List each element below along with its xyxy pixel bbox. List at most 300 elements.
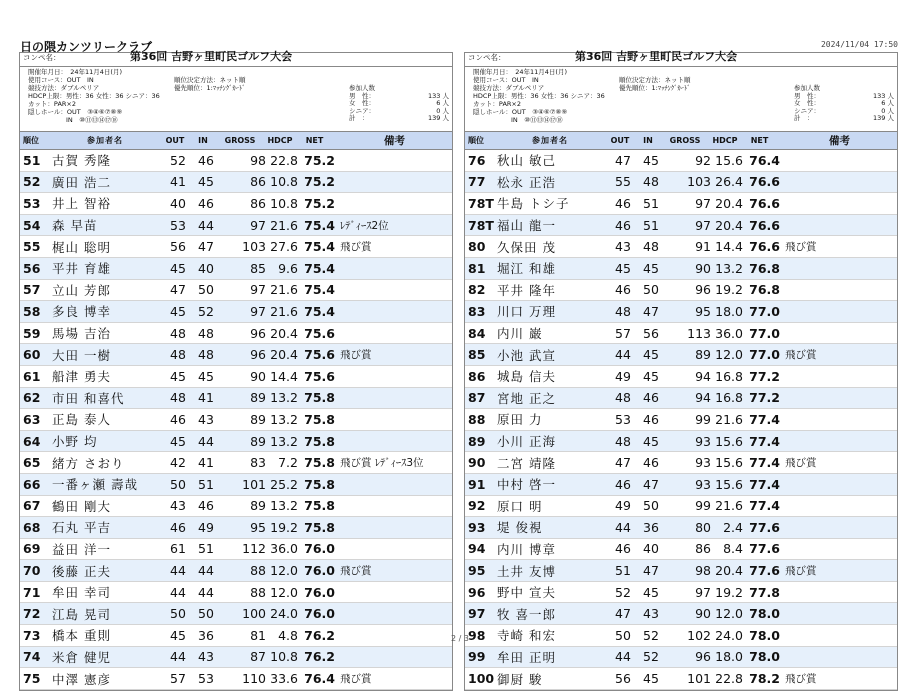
gross-cell: 86 — [695, 541, 711, 557]
player-name-cell: 小川 正海 — [497, 434, 556, 450]
in-score-cell: 36 — [198, 627, 214, 643]
player-name-cell: 一番ヶ瀬 壽哉 — [52, 477, 138, 493]
table-row — [465, 452, 897, 474]
hdcp-cell: 10.8 — [270, 649, 298, 665]
hidden-holes-in: IN ⑩⑪⑬⑭⑰⑱ — [511, 116, 563, 124]
out-score-cell: 47 — [170, 282, 186, 298]
count-label: シニア： — [349, 106, 375, 115]
player-name-cell: 廣田 浩二 — [52, 174, 111, 190]
table-row — [465, 431, 897, 453]
in-score-cell: 44 — [198, 563, 214, 579]
ranking-info — [174, 76, 246, 92]
out-score-cell: 52 — [170, 152, 186, 168]
count-value: 133 人 — [428, 91, 449, 100]
hdcp-cell: 13.2 — [715, 260, 743, 276]
in-score-cell: 49 — [198, 519, 214, 535]
rank-cell: 89 — [468, 433, 486, 449]
out-score-cell: 48 — [615, 390, 631, 406]
player-name-cell: 石丸 平吉 — [52, 520, 111, 536]
net-cell: 75.4 — [304, 239, 335, 255]
player-name-cell: 後藤 正夫 — [52, 563, 111, 579]
player-name-cell: 大田 一樹 — [52, 347, 111, 363]
in-score-cell: 47 — [643, 563, 659, 579]
player-name-cell: 江島 晃司 — [52, 606, 111, 622]
gross-cell: 86 — [250, 174, 266, 190]
hdcp-cell: 13.2 — [270, 498, 298, 514]
count-title: 参加人数 — [794, 84, 820, 92]
compe-label: コンペ名： — [23, 53, 61, 62]
net-cell: 77.8 — [749, 584, 780, 600]
out-score-cell: 51 — [615, 563, 631, 579]
out-score-cell: 40 — [170, 195, 186, 211]
rank-cell: 70 — [23, 563, 41, 579]
player-name-cell: 福山 龍一 — [497, 218, 556, 234]
hdcp-cell: 2.4 — [723, 519, 743, 535]
gross-cell: 96 — [695, 282, 711, 298]
rank-cell: 90 — [468, 455, 486, 471]
hdcp-cell: 33.6 — [270, 671, 298, 687]
note-cell: 飛び賞 — [785, 673, 817, 686]
out-score-cell: 46 — [170, 411, 186, 427]
hdcp-cell: 12.0 — [270, 584, 298, 600]
player-name-cell: 牛島 トシ子 — [497, 196, 570, 212]
net-cell: 77.0 — [749, 303, 780, 319]
rank-cell: 64 — [23, 433, 41, 449]
gross-cell: 89 — [250, 498, 266, 514]
hdcp-cell: 22.8 — [270, 152, 298, 168]
table-row — [465, 603, 897, 625]
gross-cell: 81 — [250, 627, 266, 643]
rank-cell: 76 — [468, 152, 486, 168]
player-name-cell: 中村 啓一 — [497, 477, 556, 493]
count-value: 6 人 — [436, 99, 449, 107]
count-value: 139 人 — [428, 114, 449, 122]
in-score-cell: 47 — [198, 239, 214, 255]
rank-cell: 77 — [468, 174, 486, 190]
table-row — [20, 452, 452, 474]
net-cell: 77.4 — [749, 498, 780, 514]
table-row — [465, 301, 897, 323]
rank-cell: 55 — [23, 239, 41, 255]
net-cell: 76.6 — [749, 174, 780, 190]
gross-cell: 89 — [250, 433, 266, 449]
column-header: HDCP — [267, 136, 293, 145]
gross-cell: 93 — [695, 476, 711, 492]
player-name-cell: 野中 宣夫 — [497, 585, 556, 601]
net-cell: 75.8 — [304, 455, 335, 471]
hidden-holes-out: 隠しホール：OUT ③④⑥⑦⑧⑨ — [28, 108, 123, 116]
net-cell: 76.4 — [304, 671, 335, 687]
table-row — [465, 150, 897, 172]
in-score-cell: 48 — [643, 174, 659, 190]
results-panel-left — [19, 52, 453, 691]
gross-cell: 96 — [250, 325, 266, 341]
net-cell: 75.8 — [304, 476, 335, 492]
column-header: 備考 — [384, 135, 405, 147]
rank-cell: 99 — [468, 649, 486, 665]
gross-cell: 91 — [695, 239, 711, 255]
net-cell: 77.2 — [749, 368, 780, 384]
hdcp-cell: 13.2 — [270, 433, 298, 449]
rank-cell: 65 — [23, 455, 41, 471]
out-score-cell: 46 — [615, 195, 631, 211]
rank-cell: 78T — [468, 217, 494, 233]
table-row — [20, 668, 452, 690]
table-row — [465, 258, 897, 280]
in-score-cell: 50 — [198, 606, 214, 622]
hdcp-cell: 21.6 — [715, 411, 743, 427]
table-row — [465, 280, 897, 302]
gross-cell: 88 — [250, 584, 266, 600]
out-score-cell: 52 — [615, 584, 631, 600]
table-row — [465, 539, 897, 561]
hdcp-cell: 9.6 — [278, 260, 298, 276]
gross-cell: 103 — [242, 239, 266, 255]
in-score-cell: 45 — [198, 174, 214, 190]
net-cell: 76.4 — [749, 152, 780, 168]
net-cell: 77.4 — [749, 411, 780, 427]
out-score-cell: 45 — [170, 627, 186, 643]
hdcp-cell: 4.8 — [278, 627, 298, 643]
participant-counts — [794, 84, 894, 122]
cut-rule: カット：PAR×2 — [473, 100, 521, 108]
hdcp-cell: 19.2 — [270, 519, 298, 535]
player-name-cell: 内川 巌 — [497, 326, 543, 342]
rank-cell: 68 — [23, 519, 41, 535]
rank-cell: 71 — [23, 584, 41, 600]
table-row — [20, 193, 452, 215]
net-cell: 77.4 — [749, 433, 780, 449]
count-value: 133 人 — [873, 91, 894, 100]
in-score-cell: 36 — [643, 519, 659, 535]
out-score-cell: 46 — [170, 519, 186, 535]
gross-cell: 96 — [250, 347, 266, 363]
rank-cell: 56 — [23, 260, 41, 276]
player-name-cell: 正島 泰人 — [52, 412, 111, 428]
hdcp-cell: 20.4 — [270, 325, 298, 341]
net-cell: 76.2 — [304, 627, 335, 643]
rank-cell: 53 — [23, 195, 41, 211]
in-score-cell: 45 — [643, 433, 659, 449]
count-label: 男 性： — [794, 91, 820, 100]
hdcp-cell: 20.4 — [270, 347, 298, 363]
out-score-cell: 48 — [170, 390, 186, 406]
in-score-cell: 51 — [198, 541, 214, 557]
rank-cell: 100 — [468, 671, 495, 687]
page-number: 2 / 3 — [451, 634, 469, 643]
net-cell: 75.4 — [304, 217, 335, 233]
priority-rule: 優先順位：1:ﾏｯﾁﾝｸﾞｶｰﾄﾞ — [619, 84, 691, 92]
competition-info — [28, 68, 160, 124]
net-cell: 78.0 — [749, 606, 780, 622]
net-cell: 76.0 — [304, 584, 335, 600]
in-score-cell: 40 — [198, 260, 214, 276]
hdcp-cell: 36.0 — [715, 325, 743, 341]
net-cell: 77.4 — [749, 455, 780, 471]
in-score-cell: 43 — [198, 411, 214, 427]
hdcp-cell: 26.4 — [715, 174, 743, 190]
gross-cell: 87 — [250, 649, 266, 665]
table-row — [20, 474, 452, 496]
table-row — [20, 388, 452, 410]
table-row — [465, 323, 897, 345]
gross-cell: 94 — [695, 368, 711, 384]
out-score-cell: 44 — [170, 563, 186, 579]
hdcp-cell: 15.6 — [715, 455, 743, 471]
rank-cell: 83 — [468, 303, 486, 319]
table-row — [465, 517, 897, 539]
hdcp-cell: 24.0 — [715, 627, 743, 643]
rank-cell: 88 — [468, 411, 486, 427]
out-score-cell: 57 — [170, 671, 186, 687]
out-score-cell: 50 — [615, 627, 631, 643]
table-row — [20, 280, 452, 302]
player-name-cell: 井上 智裕 — [52, 196, 111, 212]
out-score-cell: 49 — [615, 368, 631, 384]
in-score-cell: 45 — [643, 152, 659, 168]
table-row — [20, 603, 452, 625]
in-score-cell: 41 — [198, 390, 214, 406]
note-cell: 飛び賞 ﾚﾃﾞｨｰｽ3位 — [340, 457, 424, 470]
rank-cell: 91 — [468, 476, 486, 492]
in-score-cell: 52 — [198, 303, 214, 319]
net-cell: 78.0 — [749, 649, 780, 665]
note-cell: 飛び賞 — [785, 349, 817, 362]
in-score-cell: 48 — [643, 239, 659, 255]
player-name-cell: 堤 俊視 — [497, 520, 543, 536]
out-score-cell: 45 — [170, 433, 186, 449]
gross-cell: 92 — [695, 152, 711, 168]
event-date: 開催年月日： 24年11月4日(月) — [28, 68, 122, 76]
player-name-cell: 土井 友博 — [497, 563, 556, 579]
out-score-cell: 50 — [170, 476, 186, 492]
table-row — [465, 668, 897, 690]
rank-cell: 66 — [23, 476, 41, 492]
table-row — [465, 409, 897, 431]
column-header: OUT — [610, 136, 630, 145]
player-name-cell: 梶山 聡明 — [52, 239, 111, 255]
player-name-cell: 牟田 正明 — [497, 649, 556, 665]
column-header: OUT — [165, 136, 185, 145]
table-row — [465, 236, 897, 258]
net-cell: 75.6 — [304, 368, 335, 384]
hdcp-cell: 27.6 — [270, 239, 298, 255]
gross-cell: 97 — [695, 584, 711, 600]
net-cell: 77.2 — [749, 390, 780, 406]
priority-rule: 優先順位：1:ﾏｯﾁﾝｸﾞｶｰﾄﾞ — [174, 84, 246, 92]
player-name-cell: 鶴田 剛大 — [52, 498, 111, 514]
out-score-cell: 44 — [170, 584, 186, 600]
hdcp-cell: 24.0 — [270, 606, 298, 622]
gross-cell: 90 — [250, 368, 266, 384]
out-score-cell: 46 — [615, 282, 631, 298]
rank-cell: 75 — [23, 671, 41, 687]
player-name-cell: 寺崎 和宏 — [497, 628, 556, 644]
in-score-cell: 44 — [198, 584, 214, 600]
out-score-cell: 46 — [615, 541, 631, 557]
out-score-cell: 47 — [615, 152, 631, 168]
hdcp-cell: 15.6 — [715, 476, 743, 492]
rank-cell: 85 — [468, 347, 486, 363]
out-score-cell: 44 — [615, 649, 631, 665]
count-value: 139 人 — [873, 114, 894, 122]
in-score-cell: 41 — [198, 455, 214, 471]
rank-cell: 86 — [468, 368, 486, 384]
note-cell: 飛び賞 — [785, 241, 817, 254]
rank-cell: 84 — [468, 325, 486, 341]
player-name-cell: 立山 芳郎 — [52, 282, 111, 298]
rank-cell: 51 — [23, 152, 41, 168]
table-row — [20, 258, 452, 280]
gross-cell: 94 — [695, 390, 711, 406]
course-used: 使用コース：OUT IN — [473, 76, 539, 84]
table-row — [465, 172, 897, 194]
gross-cell: 101 — [687, 671, 711, 687]
gross-cell: 97 — [695, 217, 711, 233]
in-score-cell: 51 — [643, 195, 659, 211]
net-cell: 76.0 — [304, 541, 335, 557]
player-name-cell: 橋本 重則 — [52, 628, 111, 644]
out-score-cell: 44 — [170, 649, 186, 665]
net-cell: 76.0 — [304, 563, 335, 579]
gross-cell: 95 — [250, 519, 266, 535]
hdcp-cell: 15.6 — [715, 152, 743, 168]
results-table-body — [20, 150, 452, 690]
hdcp-cell: 10.8 — [270, 195, 298, 211]
table-row — [465, 344, 897, 366]
hdcp-cell: 8.4 — [723, 541, 743, 557]
player-name-cell: 原田 力 — [497, 412, 543, 428]
net-cell: 76.6 — [749, 195, 780, 211]
note-cell: 飛び賞 — [340, 241, 372, 254]
player-name-cell: 古賀 秀隆 — [52, 153, 111, 169]
in-score-cell: 45 — [643, 671, 659, 687]
gross-cell: 90 — [695, 606, 711, 622]
gross-cell: 85 — [250, 260, 266, 276]
player-name-cell: 二宮 靖隆 — [497, 455, 556, 471]
player-name-cell: 堀江 和雄 — [497, 261, 556, 277]
table-row — [20, 647, 452, 669]
in-score-cell: 45 — [643, 347, 659, 363]
player-name-cell: 平井 育雄 — [52, 261, 111, 277]
player-name-cell: 牟田 幸司 — [52, 585, 111, 601]
net-cell: 75.2 — [304, 152, 335, 168]
note-cell: 飛び賞 — [340, 673, 372, 686]
column-header: 順位 — [23, 136, 39, 145]
gross-cell: 98 — [250, 152, 266, 168]
gross-cell: 101 — [242, 476, 266, 492]
column-header: HDCP — [712, 136, 738, 145]
net-cell: 77.4 — [749, 476, 780, 492]
hdcp-cell: 14.4 — [270, 368, 298, 384]
player-name-cell: 秋山 敏己 — [497, 153, 556, 169]
hdcp-cell: 16.8 — [715, 390, 743, 406]
compe-label: コンペ名： — [468, 53, 506, 62]
rank-cell: 52 — [23, 174, 41, 190]
participant-counts — [349, 84, 449, 122]
table-row — [20, 323, 452, 345]
net-cell: 75.8 — [304, 390, 335, 406]
player-name-cell: 緒方 さおり — [52, 455, 125, 471]
column-header: 順位 — [468, 136, 484, 145]
gross-cell: 98 — [695, 563, 711, 579]
rank-method: 順位決定方法：ネット順 — [619, 76, 691, 84]
gross-cell: 90 — [695, 260, 711, 276]
rank-cell: 96 — [468, 584, 486, 600]
in-score-cell: 43 — [643, 606, 659, 622]
player-name-cell: 多良 博幸 — [52, 304, 111, 320]
hidden-holes-out: 隠しホール：OUT ③④⑥⑦⑧⑨ — [473, 108, 568, 116]
rank-cell: 63 — [23, 411, 41, 427]
competition-header — [465, 50, 897, 132]
count-label: 計 ： — [349, 114, 369, 122]
count-label: 計 ： — [794, 114, 814, 122]
hdcp-cell: 12.0 — [715, 347, 743, 363]
in-score-cell: 56 — [643, 325, 659, 341]
hdcp-cell: 21.6 — [270, 217, 298, 233]
net-cell: 76.0 — [304, 606, 335, 622]
count-title: 参加人数 — [349, 84, 375, 92]
count-value: 0 人 — [881, 106, 894, 115]
in-score-cell: 47 — [643, 303, 659, 319]
results-table-body — [465, 150, 897, 690]
hdcp-limit: HDCP上限：男性：36 女性：36 シニア：36 — [28, 92, 160, 100]
player-name-cell: 市田 和喜代 — [52, 390, 125, 406]
player-name-cell: 森 早苗 — [52, 218, 98, 234]
in-score-cell: 48 — [198, 347, 214, 363]
player-name-cell: 久保田 茂 — [497, 239, 556, 255]
net-cell: 75.8 — [304, 498, 335, 514]
hdcp-cell: 22.8 — [715, 671, 743, 687]
hdcp-cell: 13.2 — [270, 390, 298, 406]
count-value: 6 人 — [881, 99, 894, 107]
rank-cell: 94 — [468, 541, 486, 557]
gross-cell: 96 — [695, 649, 711, 665]
competition-header — [20, 50, 452, 132]
in-score-cell: 50 — [643, 498, 659, 514]
note-cell: ﾚﾃﾞｨｰｽ2位 — [340, 219, 389, 232]
player-name-cell: 城島 信夫 — [497, 369, 556, 385]
table-row — [20, 301, 452, 323]
net-cell: 75.8 — [304, 519, 335, 535]
gross-cell: 88 — [250, 563, 266, 579]
table-row — [20, 344, 452, 366]
competition-info — [473, 68, 605, 124]
rank-cell: 59 — [23, 325, 41, 341]
cut-rule: カット：PAR×2 — [28, 100, 76, 108]
player-name-cell: 船津 勇夫 — [52, 369, 111, 385]
gross-cell: 99 — [695, 411, 711, 427]
player-name-cell: 宮地 正之 — [497, 390, 556, 406]
title-divider — [20, 66, 452, 67]
out-score-cell: 43 — [170, 498, 186, 514]
in-score-cell: 53 — [198, 671, 214, 687]
out-score-cell: 47 — [615, 606, 631, 622]
net-cell: 75.2 — [304, 195, 335, 211]
net-cell: 78.0 — [749, 627, 780, 643]
column-header: GROSS — [669, 136, 701, 145]
table-row — [20, 560, 452, 582]
competition-method: 競技方法：ダブルペリア — [28, 84, 100, 92]
out-score-cell: 44 — [615, 347, 631, 363]
column-header: GROSS — [224, 136, 256, 145]
count-label: 女 性： — [794, 99, 820, 107]
out-score-cell: 53 — [615, 411, 631, 427]
gross-cell: 97 — [250, 282, 266, 298]
net-cell: 75.2 — [304, 174, 335, 190]
table-row — [465, 215, 897, 237]
out-score-cell: 42 — [170, 455, 186, 471]
